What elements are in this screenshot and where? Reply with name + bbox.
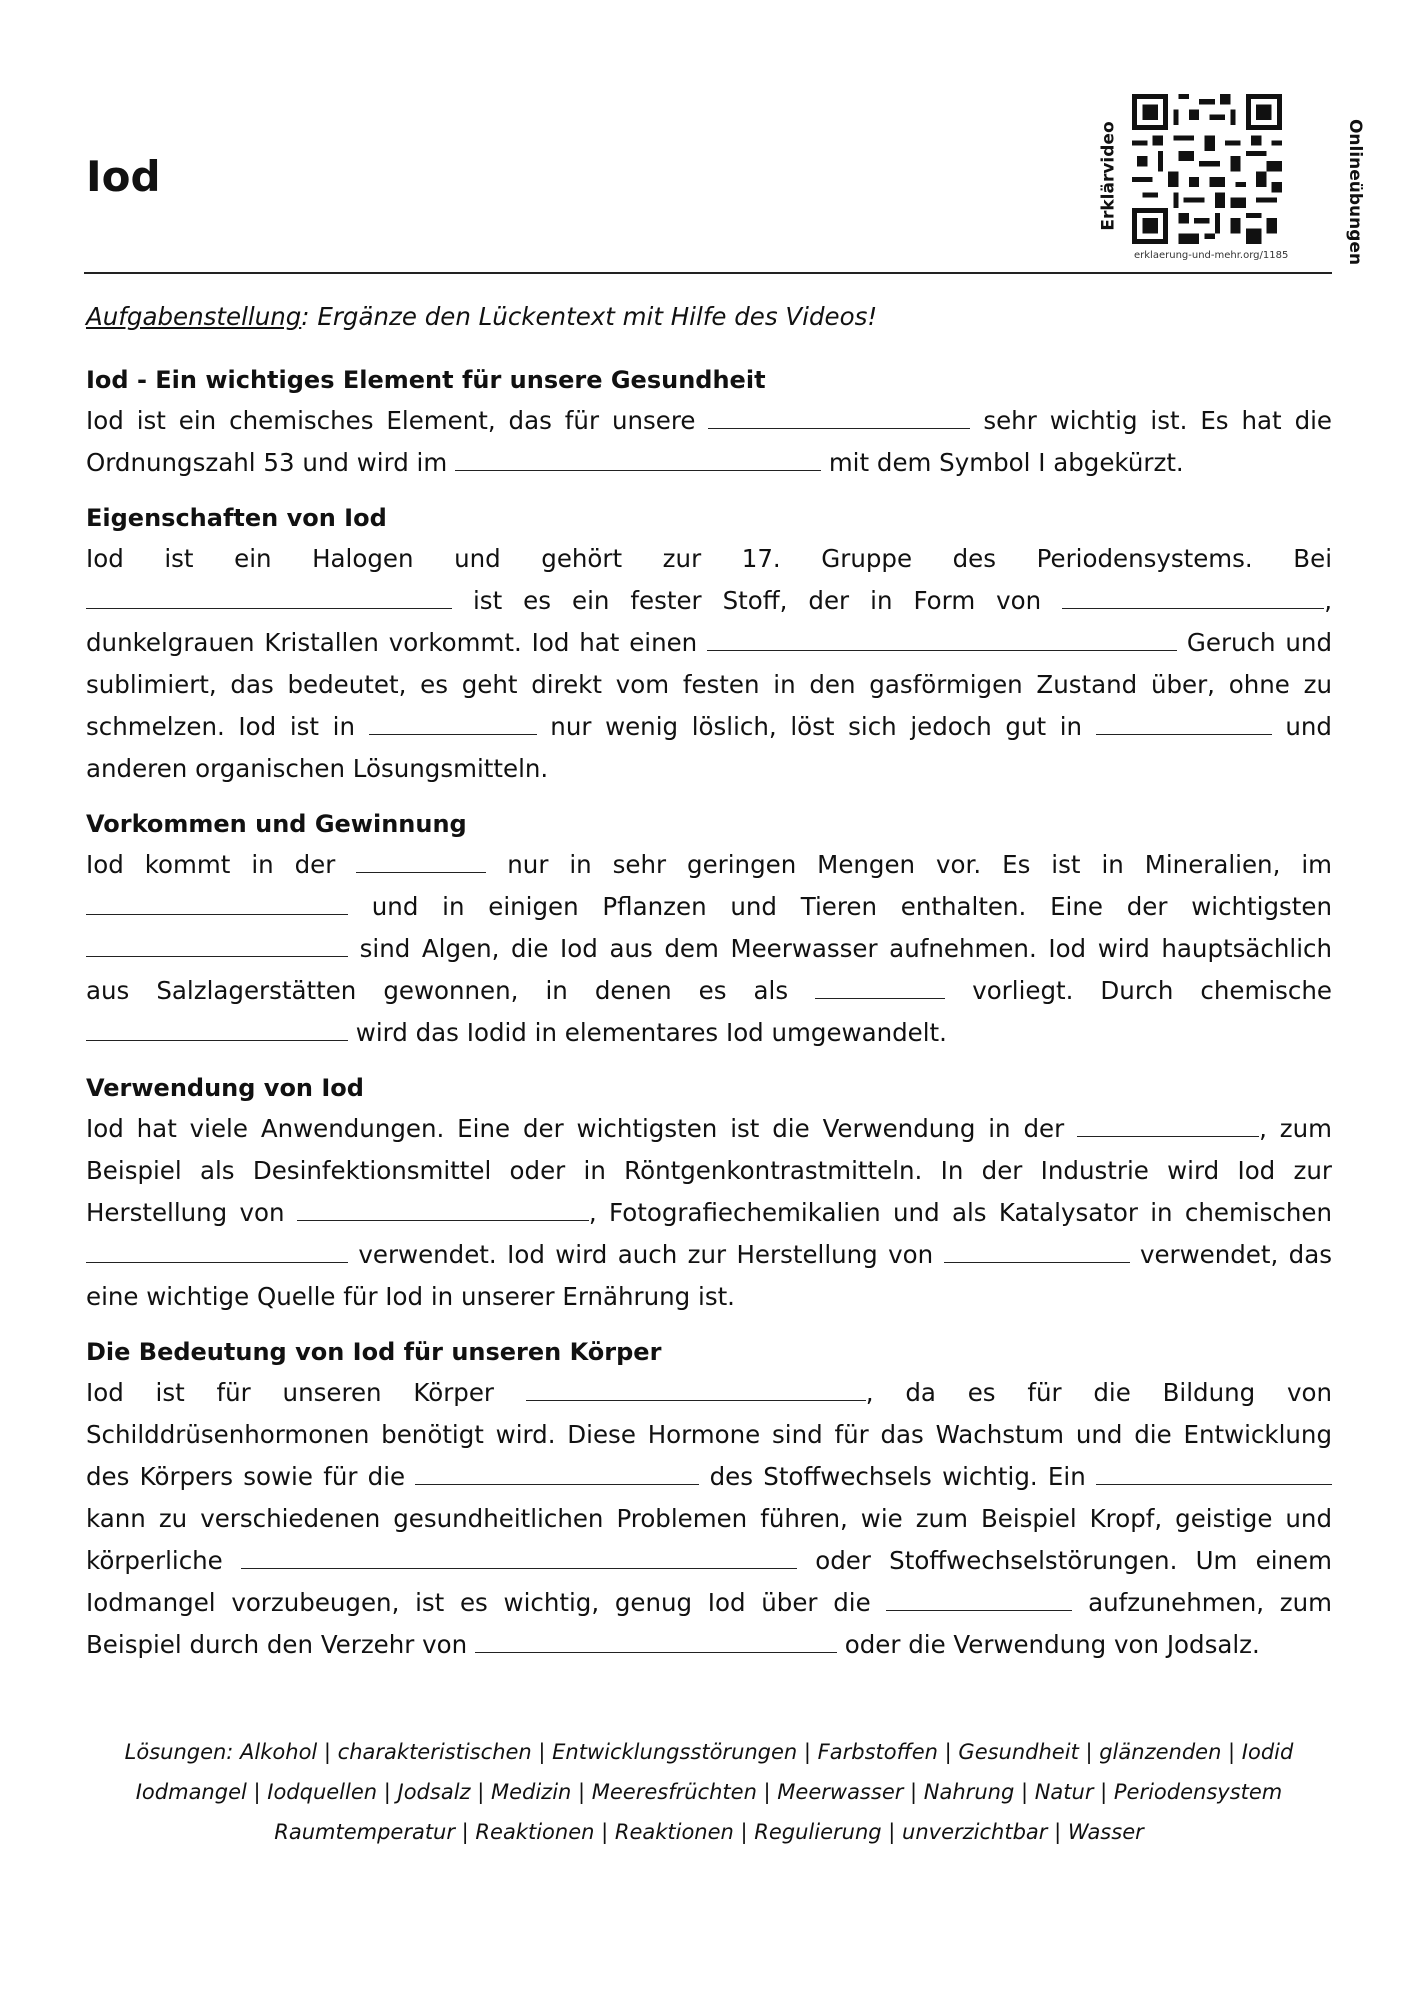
- gap-field[interactable]: [415, 1460, 699, 1485]
- text-fragment: verwendet, das eine wichtige Quelle für Iod in unserer Ernährung ist.: [86, 1240, 1332, 1311]
- section-1: [86, 360, 1332, 484]
- text-fragment: Iod ist ein Halogen und gehört zur 17. Gruppe des Periodensystems. Bei: [86, 544, 1332, 573]
- text-fragment: oder Stoffwechselstörungen. Um einem Iodmangel vorzubeugen, ist es wichtig, genug Iod über die: [86, 1546, 1332, 1617]
- text-fragment: , dunkelgrauen Kristallen vorkommt. Iod hat einen: [86, 586, 1332, 657]
- gap-field[interactable]: [815, 974, 945, 999]
- video-label: Erklärvideo: [1098, 121, 1119, 231]
- text-fragment: sehr wichtig ist. Es hat die Ordnungszahl 53 und wird im: [86, 406, 1333, 477]
- instruction-text: : Ergänze den Lückentext mit Hilfe des Videos!: [301, 302, 878, 331]
- text-fragment: nur wenig löslich, löst sich jedoch gut in: [536, 712, 1096, 741]
- text-fragment: oder die Verwendung von Jodsalz.: [836, 1630, 1260, 1659]
- gap-field[interactable]: [475, 1628, 837, 1653]
- gap-field[interactable]: [86, 1238, 348, 1263]
- section-heading: Iod - Ein wichtiges Element für unsere Gesundheit: [86, 366, 766, 394]
- section-2: [86, 498, 1332, 790]
- section-heading: Eigenschaften von Iod: [86, 504, 387, 532]
- gap-field[interactable]: [356, 848, 486, 873]
- gap-field[interactable]: [944, 1238, 1130, 1263]
- text-fragment: des Stoffwechsels wichtig. Ein: [699, 1462, 1096, 1491]
- text-fragment: kann zu verschiedenen gesundheitlichen Problemen führen, wie zum Beispiel Kropf, geistige und körperliche: [86, 1504, 1332, 1575]
- gap-field[interactable]: [369, 710, 537, 735]
- qr-code-icon[interactable]: [1132, 94, 1282, 244]
- qr-code-block: [1090, 88, 1366, 278]
- gap-field[interactable]: [1077, 1112, 1259, 1137]
- gap-field[interactable]: [86, 932, 348, 957]
- section-text: [86, 1372, 1332, 1666]
- section-text: [86, 1108, 1332, 1318]
- text-fragment: , Fotografiechemikalien und als Katalysator in chemischen: [588, 1198, 1332, 1227]
- gap-field[interactable]: [86, 890, 348, 915]
- gap-field[interactable]: [1096, 1460, 1332, 1485]
- section-text: [86, 844, 1332, 1054]
- qr-url[interactable]: erklaerung-und-mehr.org/1185: [1134, 250, 1289, 261]
- text-fragment: Iod kommt in der: [86, 850, 357, 879]
- gap-field[interactable]: [707, 626, 1177, 651]
- text-fragment: und in einigen Pflanzen und Tieren enthalten. Eine der wichtigsten: [348, 892, 1332, 921]
- text-fragment: ist es ein fester Stoff, der in Form von: [452, 586, 1063, 615]
- section-heading: Die Bedeutung von Iod für unseren Körper: [86, 1338, 662, 1366]
- section-text: [86, 538, 1332, 790]
- section-4: [86, 1068, 1332, 1318]
- text-fragment: vorliegt. Durch chemische: [945, 976, 1332, 1005]
- text-fragment: und anderen organischen Lösungsmitteln.: [86, 712, 1332, 783]
- text-fragment: Iod ist für unseren Körper: [86, 1378, 526, 1407]
- gap-field[interactable]: [86, 584, 452, 609]
- text-fragment: Iod hat viele Anwendungen. Eine der wichtigsten ist die Verwendung in der: [86, 1114, 1078, 1143]
- gap-field[interactable]: [1096, 710, 1272, 735]
- page-title: Iod: [86, 152, 161, 201]
- text-fragment: nur in sehr geringen Mengen vor. Es ist in Mineralien, im: [486, 850, 1333, 879]
- section-text: [86, 400, 1332, 484]
- text-fragment: , zum Beispiel als Desinfektionsmittel oder in Röntgenkontrastmitteln. In der Industrie wird Iod zur Herstellung von: [86, 1114, 1332, 1227]
- section-heading: Verwendung von Iod: [86, 1074, 364, 1102]
- worksheet-content: [86, 296, 1332, 1680]
- gap-field[interactable]: [886, 1586, 1072, 1611]
- gap-field[interactable]: [241, 1544, 797, 1569]
- gap-field[interactable]: [526, 1376, 866, 1401]
- gap-field[interactable]: [708, 404, 970, 429]
- instruction-label: Aufgabenstellung: [86, 302, 302, 331]
- text-fragment: sind Algen, die Iod aus dem Meerwasser aufnehmen. Iod wird hauptsächlich aus Salzlagerstätten gewonnen, in denen es als: [86, 934, 1332, 1005]
- header-divider: [84, 272, 1332, 274]
- text-fragment: mit dem Symbol I abgekürzt.: [821, 448, 1184, 477]
- exercises-label: Onlineübungen: [1345, 118, 1366, 266]
- section-heading: Vorkommen und Gewinnung: [86, 810, 467, 838]
- solutions-list: Lösungen: Alkohol | charakteristischen | Entwicklungsstörungen | Farbstoffen | Gesundheit | glänzenden | Iodid Iodmangel | Iodquellen | Jodsalz | Medizin | Meeresfrüchten | Meerwasser | Nahrung | Natur | Periodensystem Raumtemperatur | Reaktionen | Reaktionen | Regulierung | unverzichtbar | Wasser: [124, 1740, 1294, 1844]
- section-5: [86, 1332, 1332, 1666]
- text-fragment: Iod ist ein chemisches Element, das für unsere: [86, 406, 709, 435]
- gap-field[interactable]: [297, 1196, 589, 1221]
- gap-field[interactable]: [455, 446, 821, 471]
- instruction: [86, 296, 1332, 338]
- text-fragment: Geruch und sublimiert, das bedeutet, es geht direkt vom festen in den gasförmigen Zustand über, ohne zu schmelzen. Iod ist in: [86, 628, 1333, 741]
- section-3: [86, 804, 1332, 1054]
- text-fragment: wird das Iodid in elementares Iod umgewandelt.: [348, 1018, 947, 1047]
- text-fragment: verwendet. Iod wird auch zur Herstellung von: [348, 1240, 944, 1269]
- text-fragment: aufzunehmen, zum Beispiel durch den Verzehr von: [86, 1588, 1332, 1659]
- gap-field[interactable]: [86, 1016, 348, 1041]
- text-fragment: , da es für die Bildung von Schilddrüsenhormonen benötigt wird. Diese Hormone sind für das Wachstum und die Entwicklung des Körpers sowie für die: [86, 1378, 1332, 1491]
- gap-field[interactable]: [1062, 584, 1324, 609]
